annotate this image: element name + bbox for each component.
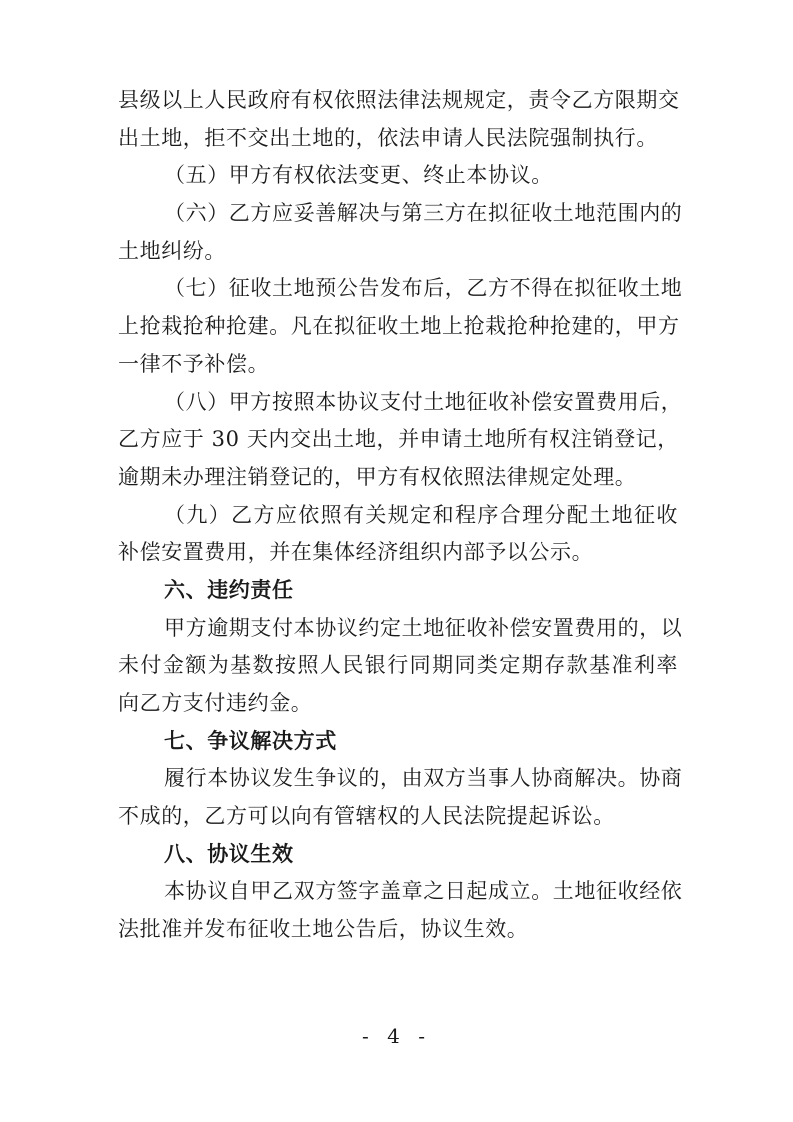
paragraph-line: 乙方应于 30 天内交出土地，并申请土地所有权注销登记， xyxy=(118,427,679,452)
paragraph-line: 未付金额为基数按照人民银行同期同类定期存款基准利率 xyxy=(118,653,678,678)
section-heading-effect: 八、协议生效 xyxy=(164,841,294,866)
section-heading-breach: 六、违约责任 xyxy=(164,577,294,602)
clause-five: （五）甲方有权依法变更、终止本协议。 xyxy=(164,163,553,188)
effect-paragraph: 本协议自甲乙双方签字盖章之日起成立。土地征收经依 xyxy=(164,879,683,904)
section-heading-dispute: 七、争议解决方式 xyxy=(164,728,337,753)
document-body xyxy=(118,82,683,949)
paragraph-line: 土地纠纷。 xyxy=(118,238,226,263)
page-number: - 4 - xyxy=(362,1024,431,1048)
clause-six: （六）乙方应妥善解决与第三方在拟征收土地范围内的 xyxy=(164,201,683,226)
clause-seven: （七）征收土地预公告发布后，乙方不得在拟征收土地 xyxy=(164,276,683,301)
paragraph-line: 不成的，乙方可以向有管辖权的人民法院提起诉讼。 xyxy=(118,804,615,829)
paragraph-line: 向乙方支付违约金。 xyxy=(118,691,313,715)
paragraph-line: 补偿安置费用，并在集体经济组织内部予以公示。 xyxy=(118,540,594,565)
dispute-paragraph: 履行本协议发生争议的，由双方当事人协商解决。协商 xyxy=(164,766,683,791)
paragraph-line: 县级以上人民政府有权依照法律法规规定，责令乙方限期交 xyxy=(118,88,680,112)
paragraph-line: 上抢栽抢种抢建。凡在拟征收土地上抢栽抢种抢建的，甲方 xyxy=(118,314,680,339)
paragraph-line: 出土地，拒不交出土地的，依法申请人民法院强制执行。 xyxy=(118,125,658,150)
breach-paragraph: 甲方逾期支付本协议约定土地征收补偿安置费用的，以 xyxy=(164,615,683,640)
paragraph-line: 逾期未办理注销登记的，甲方有权依照法律规定处理。 xyxy=(118,464,637,489)
paragraph-line: 法批准并发布征收土地公告后，协议生效。 xyxy=(118,917,529,942)
clause-nine: （九）乙方应依照有关规定和程序合理分配土地征收 xyxy=(164,502,678,527)
clause-eight: （八）甲方按照本协议支付土地征收补偿安置费用后， xyxy=(164,389,683,414)
paragraph-line: 一律不予补偿。 xyxy=(118,351,270,376)
